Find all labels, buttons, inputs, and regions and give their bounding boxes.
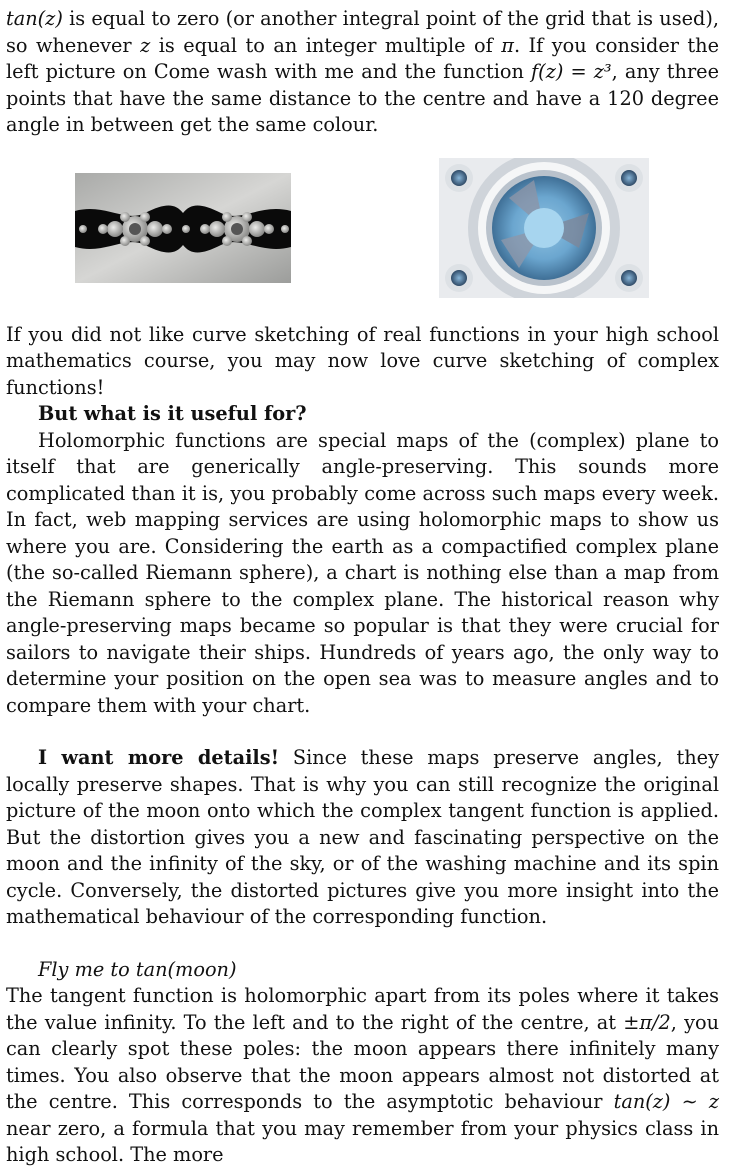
moon-tangent-image [75,173,291,283]
math-tan-asymptotic: tan(z) ∼ z [613,1090,719,1113]
text-segment: The tangent function is holomorphic apart from its poles where it takes the value infinity. To the left and to the right of the centre, at [6,984,719,1034]
spacer [6,719,719,745]
spacer [6,931,719,957]
math-z: z [140,33,151,57]
section-heading-useful: But what is it useful for? [38,402,307,425]
math-tan-z: tan(z) [6,7,63,30]
paragraph-holomorphic: Holomorphic functions are special maps of the (complex) plane to itself that are generically angle-preserving. This sounds more complicated than it is, you probably come across such maps every week. In fact, web mapping services are using holomorphic maps to show us where you are. Considering the earth as a compactified complex plane (the so-called Riemann sphere), a chart is nothing else than a map from the Riemann sphere to the complex plane. The historical reason why angle-preserving maps became so popular is that they were crucial for sailors to navigate their ships. Hundreds of years ago, the only way to determine your position on the open sea was to measure angles and to compare them with your chart. [6,428,719,717]
text-segment: , any three points that have the same distance to the centre and have a 120 degree angle in between get the same colour. [6,60,719,136]
text-segment: , you can clearly spot these poles: the moon appears there infinitely many times. You also observe that the moon appears almost not distorted at the centre. This corresponds to the asymptotic behaviour [6,1010,719,1113]
text-segment: near zero, a formula that you may remember from your physics class in high school. The more [6,1116,719,1166]
paragraph-intro [6,6,719,139]
figure-row [6,147,719,322]
paragraph-details [6,745,719,931]
text-segment: . If you consider the left picture on Come wash with me and the function [6,33,720,83]
run-in-heading-details: I want more details! [38,746,280,769]
math-plus-minus-pi-half: ±π/2 [623,1010,671,1034]
text-segment: is equal to an integer multiple of [150,33,502,57]
section-heading-fly: Fly me to tan(moon) [38,957,237,981]
math-f-z-cubed: f(z) = z³ [531,60,612,83]
math-pi: π [501,33,514,57]
paragraph-tangent [6,983,719,1169]
paragraph-curve-sketching: If you did not like curve sketching of real functions in your high school mathematics course, you may now love curve sketching of complex functions! [6,322,719,399]
text-segment: Since these maps preserve angles, they locally preserve shapes. That is why you can still recognize the original picture of the moon onto which the complex tangent function is applied. But the distortion gives you a new and fascinating perspective on the moon and the infinity of the sky, or of the washing machine and its spin cycle. Conversely, the distorted pictures give you more insight into the mathematical behaviour of the corresponding function. [6,746,719,928]
washing-machine-cubed-image [439,158,649,298]
text-segment: is equal to zero (or another integral point of the grid that is used), so whenever [6,7,719,57]
document-page [6,6,719,1169]
